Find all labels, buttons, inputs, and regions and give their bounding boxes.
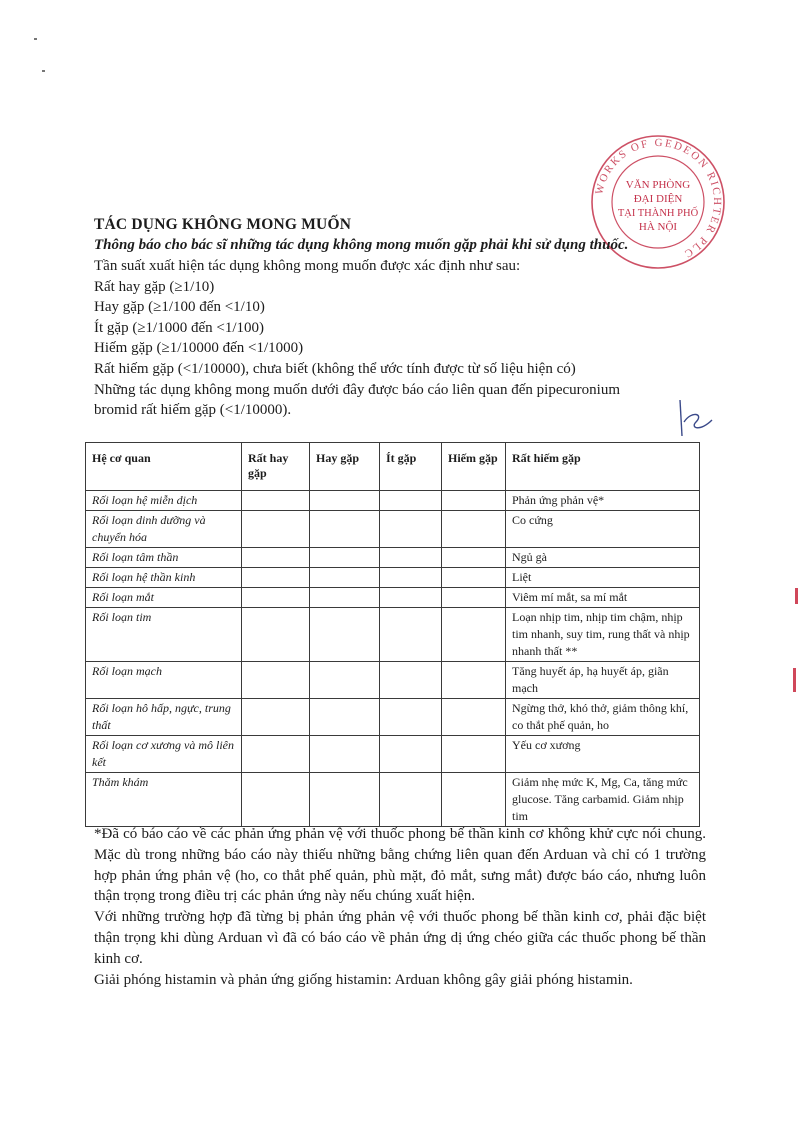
table-row: [86, 491, 700, 511]
intro-line: Rất hay gặp (≥1/10): [94, 278, 215, 295]
organ-cell: Rối loạn mạch: [86, 662, 242, 699]
table-row: [86, 773, 700, 827]
intro-line: bromid rất hiếm gặp (<1/10000).: [94, 402, 292, 419]
lead-text: Thông báo cho bác sĩ những tác dụng không mong muốn gặp phải khi sử dụng thuốc.: [94, 237, 629, 253]
header-uncommon: Ít gặp: [380, 443, 442, 491]
intro-line: Tần suất xuất hiện tác dụng không mong muốn được xác định như sau:: [94, 258, 521, 274]
table-row: [86, 699, 700, 736]
table-row: [86, 548, 700, 568]
organ-cell: Rối loạn mắt: [86, 588, 242, 608]
organ-cell: Rối loạn hệ miễn dịch: [86, 491, 242, 511]
very-rare-cell: Viêm mí mắt, sa mí mắt: [506, 588, 700, 608]
note-paragraph: Với những trường hợp đã từng bị phản ứng phản vệ với thuốc phong bế thần kinh cơ, phải đặc biệt thận trọng khi dùng Arduan vì đã có báo cáo về phản ứng dị ứng chéo giữa các thuốc phong bế thần kinh cơ.: [94, 909, 706, 967]
section-title: TÁC DỤNG KHÔNG MONG MUỐN: [94, 216, 352, 233]
organ-cell: Rối loạn tâm thần: [86, 548, 242, 568]
table-row: [86, 588, 700, 608]
stamp-line-1: VĂN PHÒNG: [625, 179, 691, 191]
intro-section: [94, 214, 706, 421]
stamp-ring-text: WORKS OF GEDEON RICHTER PLC: [593, 136, 724, 261]
organ-cell: Rối loạn cơ xương và mô liên kết: [86, 736, 242, 773]
very-rare-cell: Giảm nhẹ mức K, Mg, Ca, tăng mức glucose. Tăng carbamid. Giảm nhịp tim: [506, 773, 700, 827]
organ-cell: Rối loạn dinh dưỡng và chuyển hóa: [86, 511, 242, 548]
intro-line: Hiếm gặp (≥1/10000 đến <1/1000): [94, 340, 304, 357]
note-paragraph: Giải phóng histamin và phản ứng giống histamin: Arduan không gây giải phóng histamin.: [94, 971, 633, 988]
very-rare-cell: Liệt: [506, 568, 700, 588]
intro-line: Hay gặp (≥1/100 đến <1/10): [94, 299, 265, 316]
intro-line: Rất hiếm gặp (<1/10000), chưa biết (không thể ước tính được từ số liệu hiện có): [94, 360, 576, 377]
organ-cell: Rối loạn hô hấp, ngực, trung thất: [86, 699, 242, 736]
very-rare-cell: Loạn nhịp tim, nhịp tim chậm, nhịp tim nhanh, suy tim, rung thất và nhịp nhanh thất **: [506, 608, 700, 662]
header-rare: Hiếm gặp: [442, 443, 506, 491]
organ-cell: Thăm khám: [86, 773, 242, 827]
organ-cell: Rối loạn hệ thần kinh: [86, 568, 242, 588]
stamp-line-2: ĐẠI DIỆN: [633, 193, 683, 205]
very-rare-cell: Phản ứng phản vệ*: [506, 491, 700, 511]
table-row: [86, 736, 700, 773]
notes-section: [94, 824, 706, 990]
very-rare-cell: Yếu cơ xương: [506, 736, 700, 773]
very-rare-cell: Ngừng thở, khó thở, giảm thông khí, co thắt phế quản, ho: [506, 699, 700, 736]
header-organ: Hệ cơ quan: [86, 443, 242, 491]
table-row: [86, 608, 700, 662]
table-header-row: [86, 443, 700, 491]
edge-stamp-fragment: [793, 668, 796, 692]
organ-cell: Rối loạn tim: [86, 608, 242, 662]
header-common: Hay gặp: [310, 443, 380, 491]
intro-line: Những tác dụng không mong muốn dưới đây được báo cáo liên quan đến pipecuronium: [94, 381, 620, 398]
intro-line: Ít gặp (≥1/1000 đến <1/100): [94, 319, 264, 336]
very-rare-cell: Ngủ gà: [506, 548, 700, 568]
stamp-line-3: TẠI THÀNH PHỐ: [617, 208, 699, 219]
table-row: [86, 662, 700, 699]
note-paragraph: *Đã có báo cáo về các phản ứng phản vệ với thuốc phong bế thần kinh cơ không khử cực nói chung. Mặc dù trong những báo cáo này thiếu những bằng chứng liên quan đến Arduan và chỉ có 1 trường hợp phản ứng phản vệ (ho, co thắt phế quản, phù mặt, đỏ mắt, sưng mắt) được báo cáo, nhưng luôn thận trọng trong điều trị các phản ứng này nếu chúng xuất hiện.: [94, 826, 706, 905]
header-very-rare: Rất hiếm gặp: [506, 443, 700, 491]
stamp-line-4: HÀ NỘI: [638, 221, 678, 233]
very-rare-cell: Co cứng: [506, 511, 700, 548]
table-row: [86, 511, 700, 548]
edge-stamp-fragment: [795, 588, 798, 604]
adverse-effects-table: [85, 442, 700, 827]
very-rare-cell: Tăng huyết áp, hạ huyết áp, giãn mạch: [506, 662, 700, 699]
table-row: [86, 568, 700, 588]
header-very-common: Rất hay gặp: [242, 443, 310, 491]
